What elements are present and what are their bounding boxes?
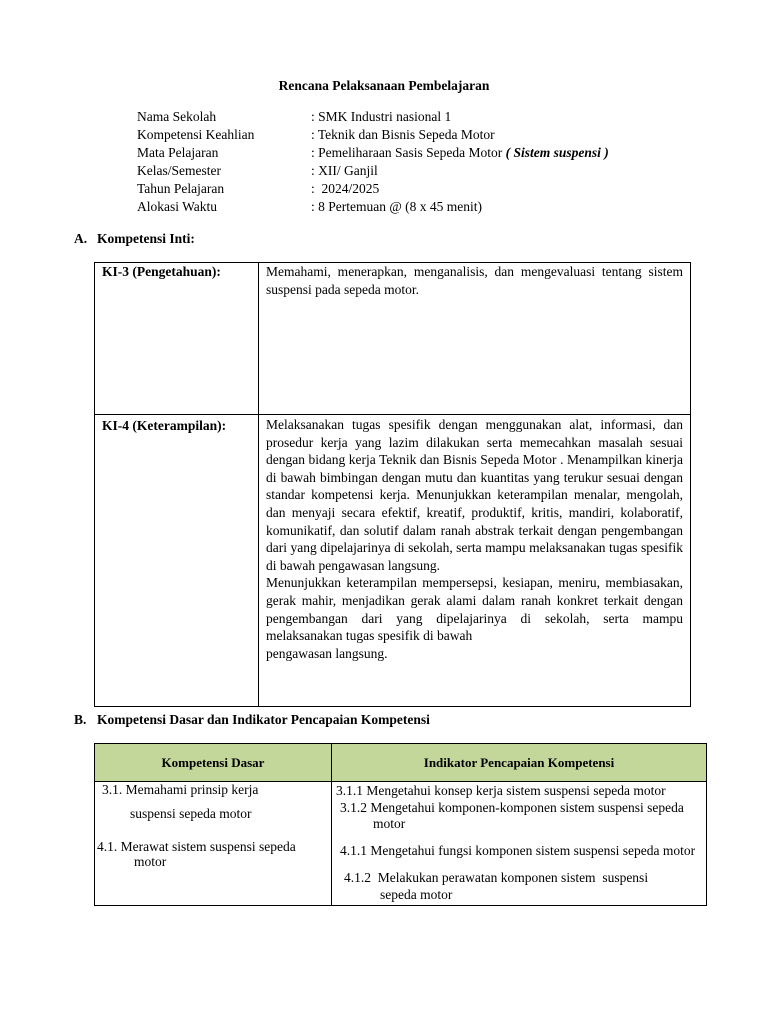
ki4-text bbox=[266, 416, 683, 662]
ipk-item: 3.1.1 Mengetahui konsep kerja sistem suspensi sepeda motor bbox=[336, 783, 666, 798]
ipk-item: sepeda motor bbox=[380, 887, 453, 902]
info-value: : SMK Industri nasional 1 bbox=[311, 109, 452, 124]
table-divider bbox=[95, 414, 690, 415]
kompetensi-inti-table bbox=[94, 262, 691, 707]
info-value: : 2024/2025 bbox=[311, 181, 380, 196]
info-label: Tahun Pelajaran bbox=[137, 181, 225, 196]
kompetensi-dasar-table bbox=[94, 743, 707, 906]
page-title: Rencana Pelaksanaan Pembelajaran bbox=[278, 78, 490, 93]
ipk-item: 4.1.2 Melakukan perawatan komponen sistem suspensi bbox=[344, 870, 649, 885]
kd-item: motor bbox=[134, 854, 167, 869]
info-label: Kelas/Semester bbox=[137, 163, 221, 178]
kd-item: suspensi sepeda motor bbox=[130, 806, 252, 821]
ki4-label: KI-4 (Keterampilan): bbox=[102, 418, 227, 433]
table-divider bbox=[258, 263, 259, 706]
kd-item: 3.1. Memahami prinsip kerja bbox=[102, 782, 259, 797]
info-value-emphasis: ( Sistem suspensi ) bbox=[505, 145, 609, 160]
info-value: : Teknik dan Bisnis Sepeda Motor bbox=[311, 127, 495, 142]
info-value: : XII/ Ganjil bbox=[311, 163, 378, 178]
ki4-paragraph-2: Menunjukkan keterampilan mempersepsi, kesiapan, meniru, membiasakan, gerak mahir, menjadikan gerak alami dalam ranah konkret terkait dengan pengembangan dari yang dipelajarinya di sekolah, serta mampu melaksanakan tugas spesifik di bawah bbox=[266, 575, 683, 644]
info-label: Nama Sekolah bbox=[137, 109, 217, 124]
header-indikator: Indikator Pencapaian Kompetensi bbox=[423, 755, 615, 770]
info-label: Kompetensi Keahlian bbox=[137, 127, 255, 142]
section-b-title: Kompetensi Dasar dan Indikator Pencapaian Kompetensi bbox=[97, 712, 430, 727]
section-a-letter: A. bbox=[74, 231, 88, 246]
ipk-item: 3.1.2 Mengetahui komponen-komponen sistem suspensi sepeda bbox=[340, 800, 684, 815]
ki4-paragraph-3: pengawasan langsung. bbox=[266, 645, 388, 661]
ipk-item: motor bbox=[373, 816, 406, 831]
info-label: Mata Pelajaran bbox=[137, 145, 219, 160]
ipk-item: 4.1.1 Mengetahui fungsi komponen sistem suspensi sepeda motor bbox=[340, 843, 696, 858]
section-a-title: Kompetensi Inti: bbox=[97, 231, 195, 246]
ki3-text: Memahami, menerapkan, menganalisis, dan mengevaluasi tentang sistem suspensi pada sepeda motor. bbox=[266, 264, 683, 297]
info-value-mapel bbox=[311, 145, 609, 161]
ki3-label: KI-3 (Pengetahuan): bbox=[102, 264, 221, 279]
info-label: Alokasi Waktu bbox=[137, 199, 218, 214]
info-value-text: : Pemeliharaan Sasis Sepeda Motor bbox=[311, 145, 506, 160]
kd-item: 4.1. Merawat sistem suspensi sepeda bbox=[97, 839, 296, 854]
header-kompetensi-dasar: Kompetensi Dasar bbox=[161, 755, 265, 770]
section-b-letter: B. bbox=[74, 712, 87, 727]
ki4-paragraph-1: Melaksanakan tugas spesifik dengan menggunakan alat, informasi, dan prosedur kerja yang lazim dilakukan serta memecahkan masalah sesuai dengan bidang kerja Teknik dan Bisnis Sepeda Motor . Menampilkan kinerja di bawah bimbingan dengan mutu dan kuantitas yang terukur sesuai dengan standar kompetensi kerja. Menunjukkan keterampilan menalar, mengolah, dan menyaji secara efektif, kreatif, produktif, kritis, mandiri, kolaboratif, komunikatif, dan solutif dalam ranah abstrak terkait dengan pengembangan dari yang dipelajarinya di sekolah, serta mampu melaksanakan tugas spesifik di bawah pengawasan langsung. bbox=[266, 417, 683, 573]
info-value: : 8 Pertemuan @ (8 x 45 menit) bbox=[311, 199, 483, 214]
